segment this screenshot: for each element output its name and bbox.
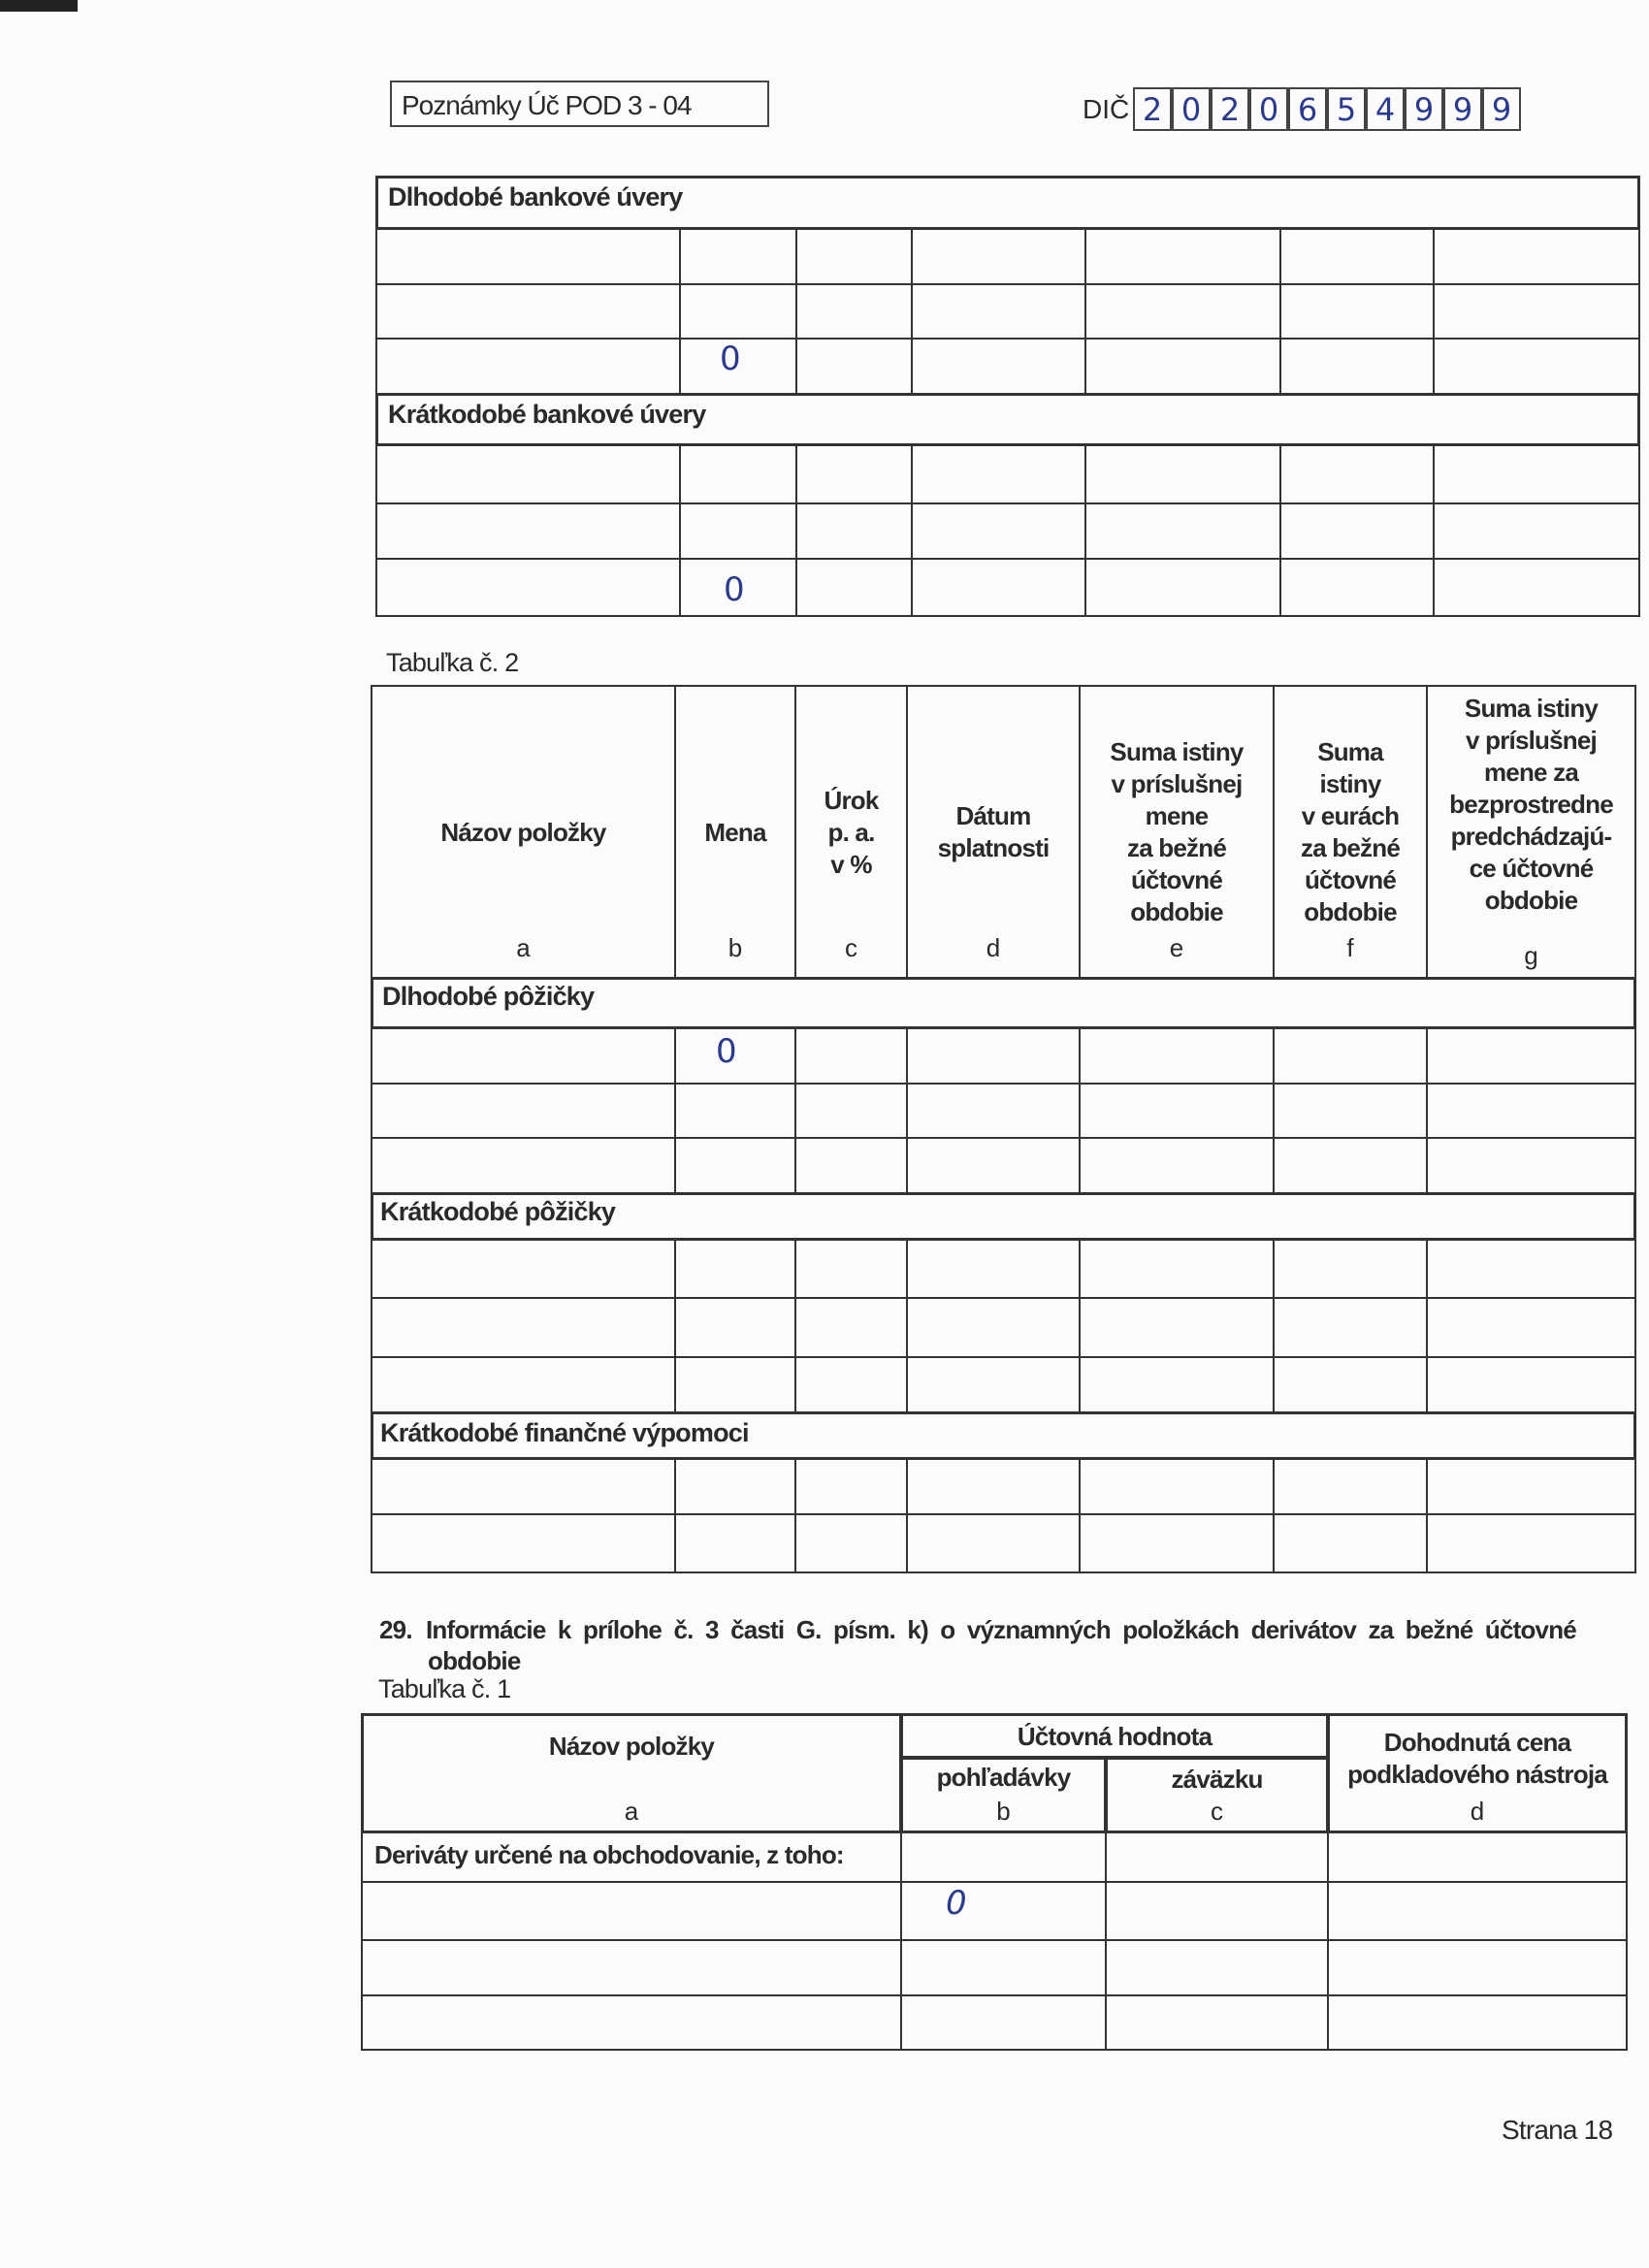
dic-label: DIČ [1083, 94, 1130, 124]
table-row-cell [1426, 1239, 1636, 1299]
header-name: Názov položky [548, 1732, 715, 1761]
table-row-cell [900, 1939, 1107, 1996]
table-row-cell [1279, 444, 1435, 504]
table-row-cell [1273, 1027, 1428, 1085]
table-row-cell [1084, 283, 1281, 340]
table-row-cell [1433, 444, 1640, 504]
table-row-cell [1273, 1297, 1428, 1358]
column-header: Názov položky [440, 817, 606, 847]
handwritten-value: 0 [716, 1032, 737, 1071]
col-letter: d [986, 933, 1001, 962]
table-row-cell [1433, 283, 1640, 340]
table-row-cell [1079, 1239, 1275, 1299]
table-row-cell [794, 1458, 908, 1515]
table-row-cell [795, 228, 913, 285]
section-title-line1: Informácie k prílohe č. 3 časti G. písm. k) o významných položkách derivátov za bežné účtovné [426, 1615, 1576, 1644]
table-row-cell [794, 1239, 908, 1299]
table-row-cell [1084, 338, 1281, 395]
table-row-cell [371, 1239, 676, 1299]
column-header: Suma istiny v príslušnej mene za bežné účtovné obdobie [1110, 737, 1244, 926]
table-row-cell [911, 558, 1086, 617]
table-row-cell [1426, 1083, 1636, 1139]
table-row-cell [679, 502, 797, 560]
table-row-cell [371, 1356, 676, 1413]
handwritten-value: 0 [946, 1884, 967, 1923]
page-number: Strana 18 [1502, 2115, 1613, 2145]
column-header: Suma istiny v príslušnej mene za bezprostredne predchádzajú- ce účtovné obdobie [1449, 694, 1613, 915]
table-row-cell [674, 1356, 796, 1413]
table-row-cell [900, 1831, 1107, 1883]
section-29-heading [379, 1614, 1631, 1676]
table-row-cell [679, 283, 797, 340]
table-row-cell [375, 558, 681, 617]
table-row-cell [1273, 1513, 1428, 1573]
table-row-cell [375, 502, 681, 560]
table-row-cell [794, 1027, 908, 1085]
table-row-cell [794, 1356, 908, 1413]
table-row-cell [906, 1239, 1081, 1299]
table-row-cell [375, 228, 681, 285]
table-row-cell [371, 1458, 676, 1515]
header-agreed-price: Dohodnutá cena podkladového nástroja [1347, 1728, 1607, 1789]
table-row-cell [906, 1297, 1081, 1358]
header-receivables: pohľadávky [936, 1763, 1071, 1792]
table-row-cell [1279, 228, 1435, 285]
table-row-cell [674, 1083, 796, 1139]
header-carrying-value: Účtovná hodnota [1017, 1722, 1212, 1751]
table-row-cell [674, 1513, 796, 1573]
handwritten-value: 0 [724, 570, 745, 609]
table-row-cell [371, 1297, 676, 1358]
column-header: Suma istiny v eurách za bežné účtovné obdobie [1301, 737, 1400, 926]
row-derivatives: Deriváty určené na obchodovanie, z toho: [374, 1840, 844, 1869]
table-row-cell [1084, 502, 1281, 560]
table-row-cell [1273, 1239, 1428, 1299]
table-row-cell [674, 1297, 796, 1358]
section-long-bank-loans: Dlhodobé bankové úvery [388, 182, 683, 211]
table-row-cell [1433, 502, 1640, 560]
table-row-cell [795, 283, 913, 340]
table-row-cell [794, 1083, 908, 1139]
col-letter: e [1169, 933, 1184, 962]
table-row-cell [906, 1137, 1081, 1194]
table-row-cell [794, 1137, 908, 1194]
table-row-cell [371, 1513, 676, 1573]
table1-caption: Tabuľka č. 1 [378, 1674, 511, 1703]
table-row-cell [375, 283, 681, 340]
table-row-cell [361, 1994, 902, 2051]
table-row-cell [906, 1027, 1081, 1085]
table-row-cell [1279, 502, 1435, 560]
table-row-cell [1426, 1137, 1636, 1194]
table-row-cell [795, 444, 913, 504]
table-row-cell [1426, 1458, 1636, 1515]
section-short-financial-aid: Krátkodobé finančné výpomoci [380, 1418, 749, 1447]
table-row-cell [674, 1137, 796, 1194]
table-row-cell [1079, 1513, 1275, 1573]
table-row-cell [361, 1881, 902, 1941]
column-header: Mena [704, 817, 766, 847]
table-row-cell [1327, 1881, 1628, 1941]
table-row-cell [900, 1994, 1107, 2051]
table-row-cell [361, 1939, 902, 1996]
column-header: Úrok p. a. v % [824, 785, 879, 879]
col-letter: a [516, 933, 531, 962]
table-row-cell [1433, 338, 1640, 395]
form-code: Poznámky Úč POD 3 - 04 [402, 90, 692, 120]
table-row-cell [1279, 283, 1435, 340]
table-row-cell [1084, 228, 1281, 285]
table-row-cell [795, 558, 913, 617]
table-row-cell [1084, 444, 1281, 504]
table-row-cell [371, 1083, 676, 1139]
table-row-cell [906, 1513, 1081, 1573]
dic-digit: 9 [1405, 87, 1443, 131]
dic-digit: 2 [1133, 87, 1172, 131]
dic-digit: 5 [1327, 87, 1366, 131]
table-row-cell [1105, 1994, 1329, 2051]
scan-mark [0, 0, 78, 12]
table-row-cell [794, 1513, 908, 1573]
table-row-cell [371, 1027, 676, 1085]
table-row-cell [1433, 228, 1640, 285]
col-letter: d [1470, 1797, 1485, 1826]
dic-digit: 0 [1249, 87, 1288, 131]
handwritten-value: 0 [720, 340, 741, 378]
col-letter: c [1211, 1797, 1223, 1826]
table-row-cell [1105, 1939, 1329, 1996]
table-row-cell [1273, 1083, 1428, 1139]
section-short-loans: Krátkodobé pôžičky [380, 1197, 616, 1226]
table-row-cell [795, 502, 913, 560]
table-row-cell [794, 1297, 908, 1358]
section-long-loans: Dlhodobé pôžičky [382, 982, 595, 1011]
table-row-cell [1079, 1356, 1275, 1413]
column-header: Dátum splatnosti [937, 801, 1050, 862]
form-code-box [390, 81, 769, 127]
table-row-cell [1426, 1356, 1636, 1413]
table-row-cell [371, 1137, 676, 1194]
table-row-cell [911, 338, 1086, 395]
table-row-cell [906, 1083, 1081, 1139]
col-letter: c [845, 933, 857, 962]
table-row-cell [674, 1458, 796, 1515]
table-row-cell [1079, 1137, 1275, 1194]
col-letter: b [728, 933, 743, 962]
table-row-cell [1426, 1297, 1636, 1358]
col-letter: a [624, 1797, 639, 1826]
table-row-cell [1079, 1083, 1275, 1139]
table-row-cell [1084, 558, 1281, 617]
table-row-cell [1079, 1027, 1275, 1085]
table-row-cell [911, 444, 1086, 504]
section-title-line2: obdobie [428, 1646, 521, 1675]
col-letter: f [1346, 933, 1354, 962]
dic-digit: 2 [1211, 87, 1249, 131]
table-row-cell [906, 1458, 1081, 1515]
table-row-cell [795, 338, 913, 395]
table-row-cell [906, 1356, 1081, 1413]
table-row-cell [679, 228, 797, 285]
section-short-bank-loans: Krátkodobé bankové úvery [388, 400, 706, 429]
table-row-cell [1279, 338, 1435, 395]
table-row-cell [1327, 1994, 1628, 2051]
table-row-cell [674, 1239, 796, 1299]
table2-caption: Tabuľka č. 2 [386, 648, 519, 677]
table-row-cell [375, 444, 681, 504]
dic-digit: 6 [1288, 87, 1327, 131]
dic-digit: 4 [1366, 87, 1405, 131]
section-number: 29. [379, 1615, 412, 1644]
table-row-cell [1279, 558, 1435, 617]
table-row-cell [1273, 1356, 1428, 1413]
table-row-cell [1105, 1831, 1329, 1883]
dic-digit: 9 [1443, 87, 1482, 131]
table-row-cell [1327, 1939, 1628, 1996]
dic-digit: 9 [1482, 87, 1521, 131]
table-row-cell [1105, 1881, 1329, 1941]
table-row-cell [1327, 1831, 1628, 1883]
table-row-cell [375, 338, 681, 395]
table-row-cell [1273, 1458, 1428, 1515]
table-row-cell [1079, 1297, 1275, 1358]
col-letter: g [1524, 941, 1538, 970]
header-liabilities: záväzku [1171, 1765, 1263, 1794]
table-row-cell [1426, 1513, 1636, 1573]
table-row-cell [911, 228, 1086, 285]
col-letter: b [996, 1797, 1011, 1826]
table-row-cell [911, 502, 1086, 560]
table-row-cell [1079, 1458, 1275, 1515]
table-row-cell [679, 444, 797, 504]
table-row-cell [900, 1881, 1107, 1941]
table-row-cell [1433, 558, 1640, 617]
table-row-cell [1426, 1027, 1636, 1085]
dic-digit: 0 [1172, 87, 1211, 131]
table-row-cell [911, 283, 1086, 340]
table-row-cell [1273, 1137, 1428, 1194]
